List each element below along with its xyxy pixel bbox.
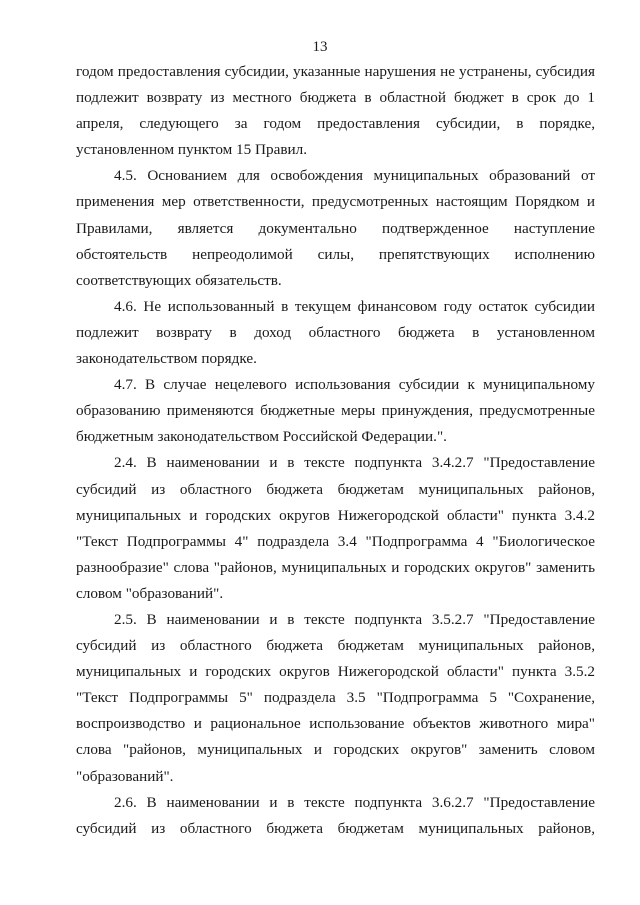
- paragraph-continuation: годом предоставления субсидии, указанные нарушения не устранены, субсидия подлежит возврату из местного бюджета в областной бюджет в срок до 1 апреля, следующего за годом предоставления субсидии, в порядке, установленном пунктом 15 Правил.: [76, 63, 595, 159]
- paragraph-4-5: 4.5. Основанием для освобождения муниципальных образований от применения мер ответственности, предусмотренных настоящим Порядком и Правилами, является документально подтвержденное наступление обстоятельств непреодолимой силы, препятствующих исполнению соответствующих обязательств.: [76, 167, 595, 289]
- paragraph-4-7: 4.7. В случае нецелевого использования субсидии к муниципальному образованию применяются бюджетные меры принуждения, предусмотренные бюджетным законодательством Российской Федерации.".: [76, 376, 595, 446]
- paragraph-2-4: 2.4. В наименовании и в тексте подпункта 3.4.2.7 "Предоставление субсидий из областного бюджета бюджетам муниципальных районов, муниципальных и городских округов Нижегородской области" пункта 3.4.2 "Текст Подпрограммы 4" подраздела 3.4 "Подпрограмма 4 "Биологическое разнообразие" слова "районов, муниципальных и городских округов" заменить словом "образований".: [76, 454, 595, 602]
- paragraph-4-6: 4.6. Не использованный в текущем финансовом году остаток субсидии подлежит возврату в доход областного бюджета в установленном законодательством порядке.: [76, 297, 595, 368]
- page-number: 13: [312, 39, 328, 55]
- paragraph-2-6: 2.6. В наименовании и в тексте подпункта 3.6.2.7 "Предоставление субсидий из областного бюджета бюджетам муниципальных районов,: [76, 793, 595, 837]
- paragraph-2-5: 2.5. В наименовании и в тексте подпункта 3.5.2.7 "Предоставление субсидий из областного бюджета бюджетам муниципальных районов, муниципальных и городских округов Нижегородской области" пункта 3.5.2 "Текст Подпрограммы 5" подраздела 3.5 "Подпрограмма 5 "Сохранение, воспроизводство и рациональное использование объектов животного мира" слова "районов, муниципальных и городских округов" заменить словом "образований".: [76, 610, 595, 785]
- document-body: [76, 59, 595, 842]
